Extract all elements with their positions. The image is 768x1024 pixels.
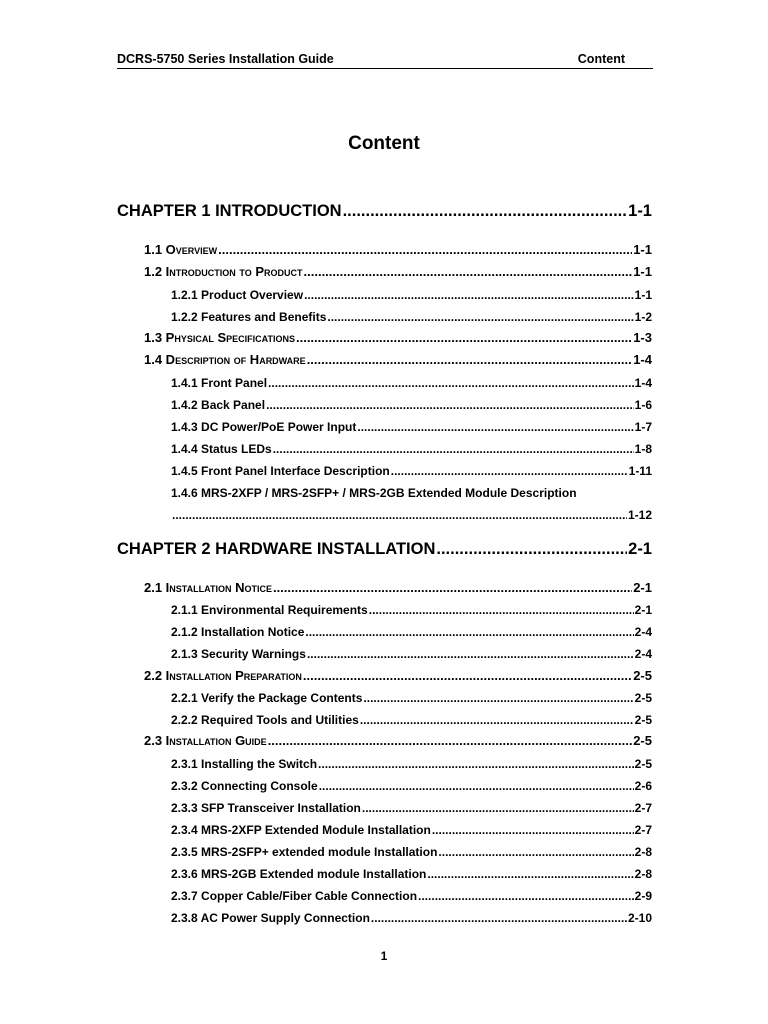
toc-section[interactable]: 1.2 Introduction to Product ..... 1-1 xyxy=(144,264,652,282)
toc-subsection[interactable]: 2.3.2 Connecting Console ..... 2-6 xyxy=(171,779,652,795)
toc-subsection[interactable]: 1.2.1 Product Overview ..... 1-1 xyxy=(171,288,652,304)
toc-section[interactable]: 2.1 Installation Notice ..... 2-1 xyxy=(144,580,652,598)
toc-section[interactable]: 2.3 Installation Guide ..... 2-5 xyxy=(144,733,652,751)
toc-subsection[interactable]: 2.2.2 Required Tools and Utilities ..... 2-5 xyxy=(171,713,652,729)
toc-subsection[interactable]: 1.4.3 DC Power/PoE Power Input ..... 1-7 xyxy=(171,420,652,436)
page-title: Content xyxy=(348,133,420,154)
toc-chapter[interactable]: CHAPTER 1 INTRODUCTION ..... 1-1 xyxy=(117,202,652,224)
toc-subsection[interactable]: 2.3.3 SFP Transceiver Installation ..... 2-7 xyxy=(171,801,652,817)
toc-subsection[interactable]: 1.4.6 MRS-2XFP / MRS-2SFP+ / MRS-2GB Extended Module Description xyxy=(171,486,577,500)
toc-subsection[interactable]: 2.3.1 Installing the Switch ..... 2-5 xyxy=(171,757,652,773)
toc-chapter[interactable]: CHAPTER 2 HARDWARE INSTALLATION ..... 2-1 xyxy=(117,540,652,562)
toc-subsection[interactable]: 1.2.2 Features and Benefits ..... 1-2 xyxy=(171,310,652,326)
toc-subsection[interactable]: 1.4.4 Status LEDs ..... 1-8 xyxy=(171,442,652,458)
toc-section[interactable]: 1.3 Physical Specifications ..... 1-3 xyxy=(144,330,652,348)
header-section-title: Content xyxy=(577,52,625,66)
toc-subsection[interactable]: 2.3.6 MRS-2GB Extended module Installation ..... 2-8 xyxy=(171,867,652,883)
toc-subsection[interactable]: 2.1.1 Environmental Requirements ..... 2-1 xyxy=(171,603,652,619)
toc-section[interactable]: 1.1 Overview ..... 1-1 xyxy=(144,242,652,260)
page-number: 1 xyxy=(380,949,388,963)
toc-subsection[interactable]: 2.3.5 MRS-2SFP+ extended module Installation ..... 2-8 xyxy=(171,845,652,861)
toc-subsection[interactable]: 1.4.2 Back Panel ..... 1-6 xyxy=(171,398,652,414)
toc-section[interactable]: 1.4 Description of Hardware ..... 1-4 xyxy=(144,352,652,370)
toc-subsection[interactable]: 1.4.1 Front Panel ..... 1-4 xyxy=(171,376,652,392)
toc-subsection[interactable]: 2.1.2 Installation Notice ..... 2-4 xyxy=(171,625,652,641)
toc-subsection[interactable]: 2.3.4 MRS-2XFP Extended Module Installation ..... 2-7 xyxy=(171,823,652,839)
toc-subsection[interactable]: 2.3.8 AC Power Supply Connection ..... 2-10 xyxy=(171,911,652,927)
toc-subsection[interactable]: 2.1.3 Security Warnings ..... 2-4 xyxy=(171,647,652,663)
toc-subsection[interactable]: 1.4.5 Front Panel Interface Description ..... 1-11 xyxy=(171,464,652,480)
header-document-title: DCRS-5750 Series Installation Guide xyxy=(117,52,334,66)
toc-subsection[interactable]: 2.2.1 Verify the Package Contents ..... 2-5 xyxy=(171,691,652,707)
toc-section[interactable]: 2.2 Installation Preparation ..... 2-5 xyxy=(144,668,652,686)
toc-subsection-continued[interactable]: ..... 1-12 xyxy=(171,508,652,524)
toc-subsection[interactable]: 2.3.7 Copper Cable/Fiber Cable Connection ..... 2-9 xyxy=(171,889,652,905)
